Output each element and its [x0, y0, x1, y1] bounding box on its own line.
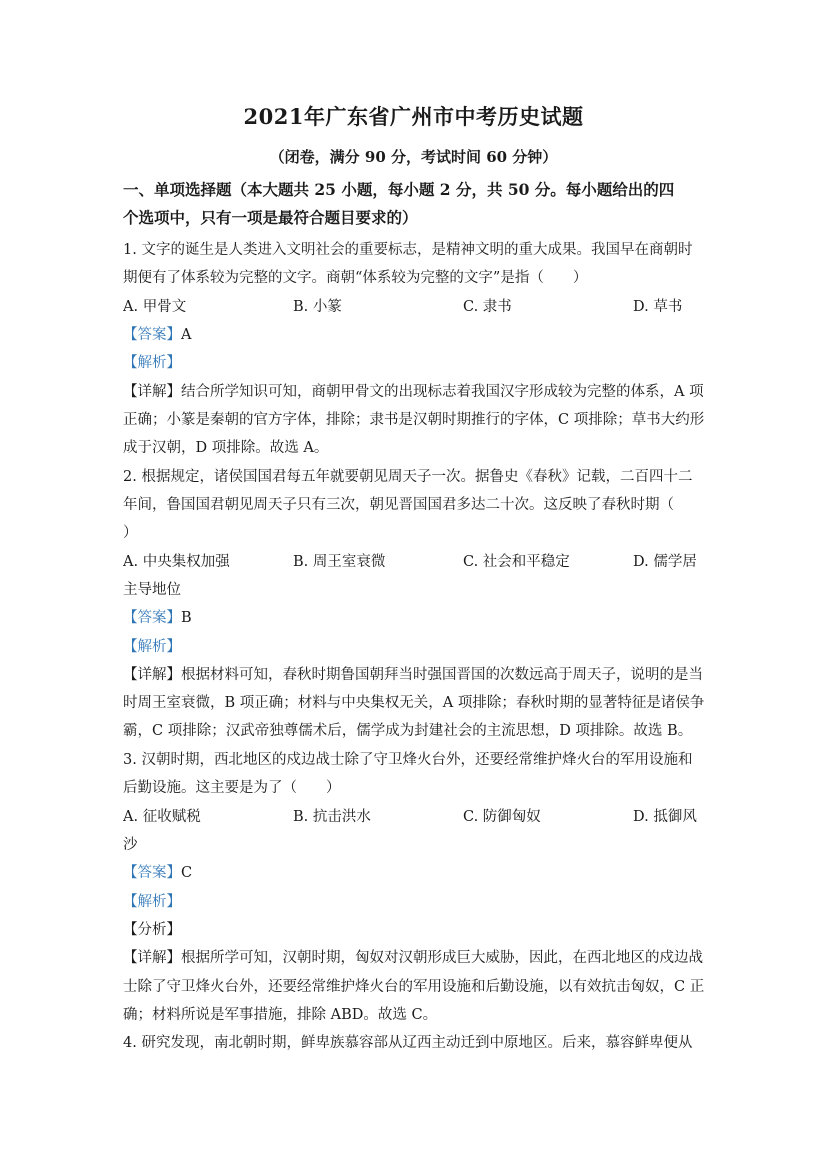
q2-option-wrap: 主导地位	[123, 582, 181, 598]
q1-stem: 1. 文字的诞生是人类进入文明社会的重要标志，是精神文明的重大成果。我国早在商朝时	[123, 242, 693, 258]
q1-option-d: D. 草书	[633, 299, 683, 315]
q3-stem: 3. 汉朝时期，西北地区的戍边战士除了守卫烽火台外，还要经常维护烽火台的军用设施和	[123, 752, 693, 768]
q3-detail-cont: 确；材料所说是军事措施，排除 ABD。故选 C。	[123, 1007, 438, 1023]
q3-options	[123, 806, 708, 828]
analysis-tag: 【解析】	[123, 894, 181, 910]
q3-option-b: B. 抗击洪水	[293, 809, 371, 825]
q1-option-b: B. 小篆	[293, 299, 342, 315]
exam-info: （闭卷，满分 90 分，考试时间 60 分钟）	[269, 148, 558, 166]
q2-detail-cont: 霸，C 项排除；汉武帝独尊儒术后，儒学成为封建社会的主流思想，D 项排除。故选 B。	[123, 723, 693, 739]
q1-detail	[123, 381, 708, 403]
section-heading-cont: 个选项中，只有一项是最符合题目要求的）	[123, 208, 418, 227]
q3-option-wrap: 沙	[123, 837, 138, 853]
q2-answer-value: B	[181, 610, 192, 626]
q1-option-c: C. 隶书	[463, 299, 512, 315]
q3-stem-cont: 后勤设施。这主要是为了（ ）	[123, 780, 341, 796]
q1-detail-cont: 正确；小篆是秦朝的官方字体，排除；隶书是汉朝时期推行的字体，C 项排除；草书大约形	[123, 412, 705, 428]
q2-option-d: D. 儒学居	[633, 554, 697, 570]
q2-stem-cont: 年间，鲁国国君朝见周天子只有三次，朝见晋国国君多达二十次。这反映了春秋时期（	[123, 497, 674, 513]
q3-detail-text: 根据所学可知，汉朝时期，匈奴对汉朝形成巨大威胁，因此，在西北地区的戍边战	[181, 950, 703, 966]
q1-analysis	[123, 352, 708, 374]
q3-detail-cont: 士除了守卫烽火台外，还要经常维护烽火台的军用设施和后勤设施，以有效抗击匈奴，C 正	[123, 979, 705, 995]
answer-tag: 【答案】	[123, 865, 181, 881]
q2-answer	[123, 607, 708, 629]
detail-tag: 【详解】	[123, 950, 181, 966]
q2-detail-text: 根据材料可知，春秋时期鲁国朝拜当时强国晋国的次数远高于周天子，说明的是当	[181, 667, 703, 683]
q1-options	[123, 296, 708, 318]
q2-stem: 2. 根据规定，诸侯国国君每五年就要朝见周天子一次。据鲁史《春秋》记载，二百四十二	[123, 469, 693, 485]
q3-analysis	[123, 891, 708, 913]
analysis-tag: 【解析】	[123, 639, 181, 655]
q3-fenxi: 【分析】	[123, 922, 181, 938]
q3-option-c: C. 防御匈奴	[463, 809, 541, 825]
q2-stem-cont: ）	[123, 525, 138, 541]
q2-detail-cont: 时周王室衰微，B 项正确；材料与中央集权无关，A 项排除；春秋时期的显著特征是诸侯争	[123, 695, 705, 711]
q3-option-a: A. 征收赋税	[123, 809, 201, 825]
q1-stem-cont: 期便有了体系较为完整的文字。商朝“体系较为完整的文字”是指（ ）	[123, 270, 588, 286]
answer-tag: 【答案】	[123, 610, 181, 626]
q2-option-a: A. 中央集权加强	[123, 554, 230, 570]
q1-detail-cont: 成于汉朝，D 项排除。故选 A。	[123, 440, 329, 456]
q2-option-c: C. 社会和平稳定	[463, 554, 570, 570]
q3-detail	[123, 947, 708, 969]
q3-answer-value: C	[181, 865, 193, 881]
analysis-tag: 【解析】	[123, 355, 181, 371]
q2-options	[123, 551, 708, 573]
q4-stem: 4. 研究发现，南北朝时期，鲜卑族慕容部从辽西主动迁到中原地区。后来，慕容鲜卑便从	[123, 1035, 693, 1051]
detail-tag: 【详解】	[123, 667, 181, 683]
answer-tag: 【答案】	[123, 327, 181, 343]
q2-option-b: B. 周王室衰微	[293, 554, 386, 570]
q2-analysis	[123, 636, 708, 658]
q1-option-a: A. 甲骨文	[123, 299, 187, 315]
page-title: 2021年广东省广州市中考历史试题	[243, 104, 584, 129]
q3-option-d: D. 抵御风	[633, 809, 697, 825]
q1-detail-text: 结合所学知识可知，商朝甲骨文的出现标志着我国汉字形成较为完整的体系，A 项	[181, 384, 704, 400]
q3-answer	[123, 862, 708, 884]
section-heading: 一、单项选择题（本大题共 25 小题，每小题 2 分，共 50 分。每小题给出的四	[123, 180, 675, 199]
q1-answer	[123, 324, 708, 346]
q2-detail	[123, 664, 708, 686]
detail-tag: 【详解】	[123, 384, 181, 400]
q1-answer-value: A	[181, 327, 192, 343]
